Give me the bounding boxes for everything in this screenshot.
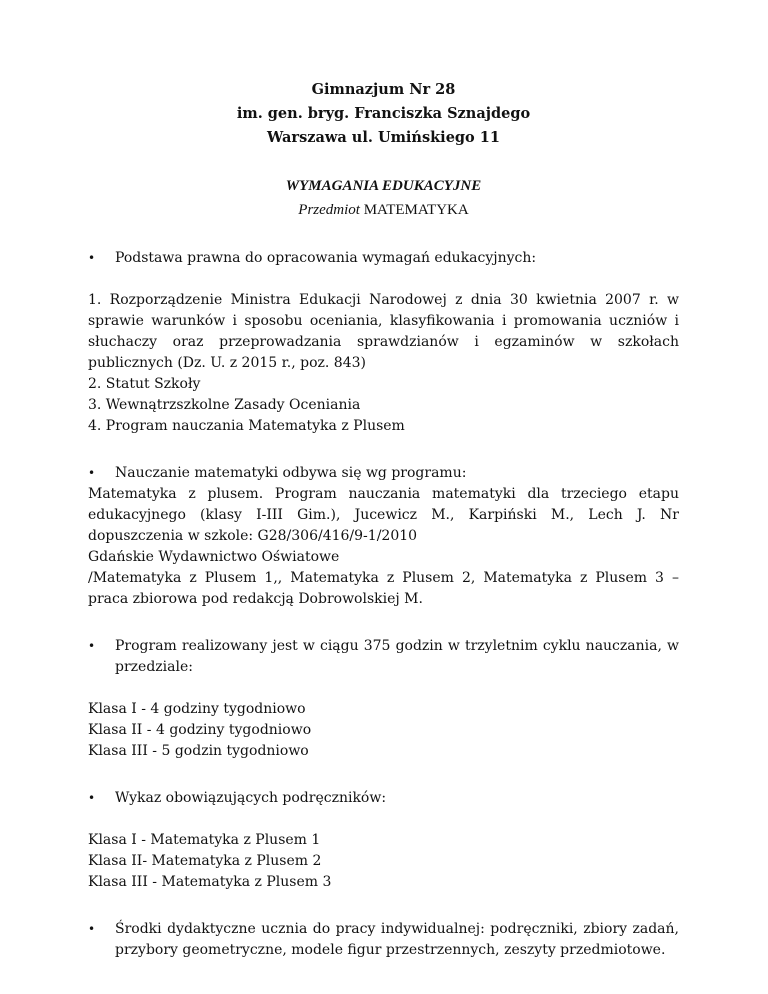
bullet-textbooks	[88, 788, 679, 809]
school-address: Warszawa ul. Umińskiego 11	[267, 129, 500, 146]
list-item: 1. Rozporządzenie Ministra Edukacji Narodowej z dnia 30 kwietnia 2007 r. w sprawie warunków i sposobu oceniania, klasyfikowania i promowania uczniów i słuchaczy oraz przeprowadzania sprawdzianów i egzaminów w szkołach publicznych (Dz. U. z 2015 r., poz. 843)	[88, 292, 679, 371]
textbooks-list	[88, 830, 679, 893]
bullet-text: Program realizowany jest w ciągu 375 godzin w trzyletnim cyklu nauczania, w przedziale:	[115, 638, 679, 675]
bullet-text: Nauczanie matematyki odbywa się wg programu:	[115, 465, 467, 481]
list-item: Klasa III - Matematyka z Plusem 3	[88, 874, 332, 890]
list-item: 4. Program nauczania Matematyka z Plusem	[88, 418, 405, 434]
program-description	[88, 484, 679, 610]
subject-line	[88, 198, 679, 222]
bullet-program	[88, 463, 679, 484]
bullet-icon: •	[88, 922, 96, 936]
list-item: Klasa I - Matematyka z Plusem 1	[88, 832, 321, 848]
bullet-text: Środki dydaktyczne ucznia do pracy indywidualnej: podręczniki, zbiory zadań, przybory geometryczne, modele figur przestrzennych, zeszyty przedmiotowe.	[115, 921, 679, 958]
subject-value: MATEMATYKA	[363, 202, 469, 218]
title-block	[88, 174, 679, 222]
bullet-legal-basis	[88, 248, 679, 269]
list-item: 2. Statut Szkoły	[88, 376, 201, 392]
bullet-text: Wykaz obowiązujących podręczników:	[115, 790, 387, 806]
list-item: Klasa III - 5 godzin tygodniowo	[88, 743, 309, 759]
legal-basis-list	[88, 290, 679, 437]
list-item: Klasa II- Matematyka z Plusem 2	[88, 853, 322, 869]
document-title: WYMAGANIA EDUKACYJNE	[285, 178, 482, 194]
program-publisher: Gdańskie Wydawnictwo Oświatowe	[88, 549, 340, 565]
bullet-icon: •	[88, 251, 96, 265]
bullet-text: Podstawa prawna do opracowania wymagań edukacyjnych:	[115, 250, 537, 266]
bullet-materials	[88, 919, 679, 961]
school-name: Gimnazjum Nr 28	[311, 81, 456, 98]
school-header	[88, 78, 679, 150]
bullet-hours	[88, 636, 679, 678]
list-item: 3. Wewnątrzszkolne Zasady Oceniania	[88, 397, 361, 413]
hours-list	[88, 699, 679, 762]
list-item: Klasa II - 4 godziny tygodniowo	[88, 722, 312, 738]
list-item: Klasa I - 4 godziny tygodniowo	[88, 701, 306, 717]
program-text: Matematyka z plusem. Program nauczania matematyki dla trzeciego etapu edukacyjnego (klasy I-III Gim.), Jucewicz M., Karpiński M., Lech J. Nr dopuszczenia w szkole: G28/306/416/9-1/2010	[88, 486, 679, 544]
document-page	[88, 78, 679, 961]
bullet-icon: •	[88, 466, 96, 480]
school-patron: im. gen. bryg. Franciszka Sznajdego	[236, 105, 531, 122]
program-books: /Matematyka z Plusem 1,, Matematyka z Plusem 2, Matematyka z Plusem 3 – praca zbiorowa pod redakcją Dobrowolskiej M.	[88, 570, 679, 607]
bullet-icon: •	[88, 791, 96, 805]
subject-label: Przedmiot	[298, 202, 360, 218]
bullet-icon: •	[88, 639, 96, 653]
